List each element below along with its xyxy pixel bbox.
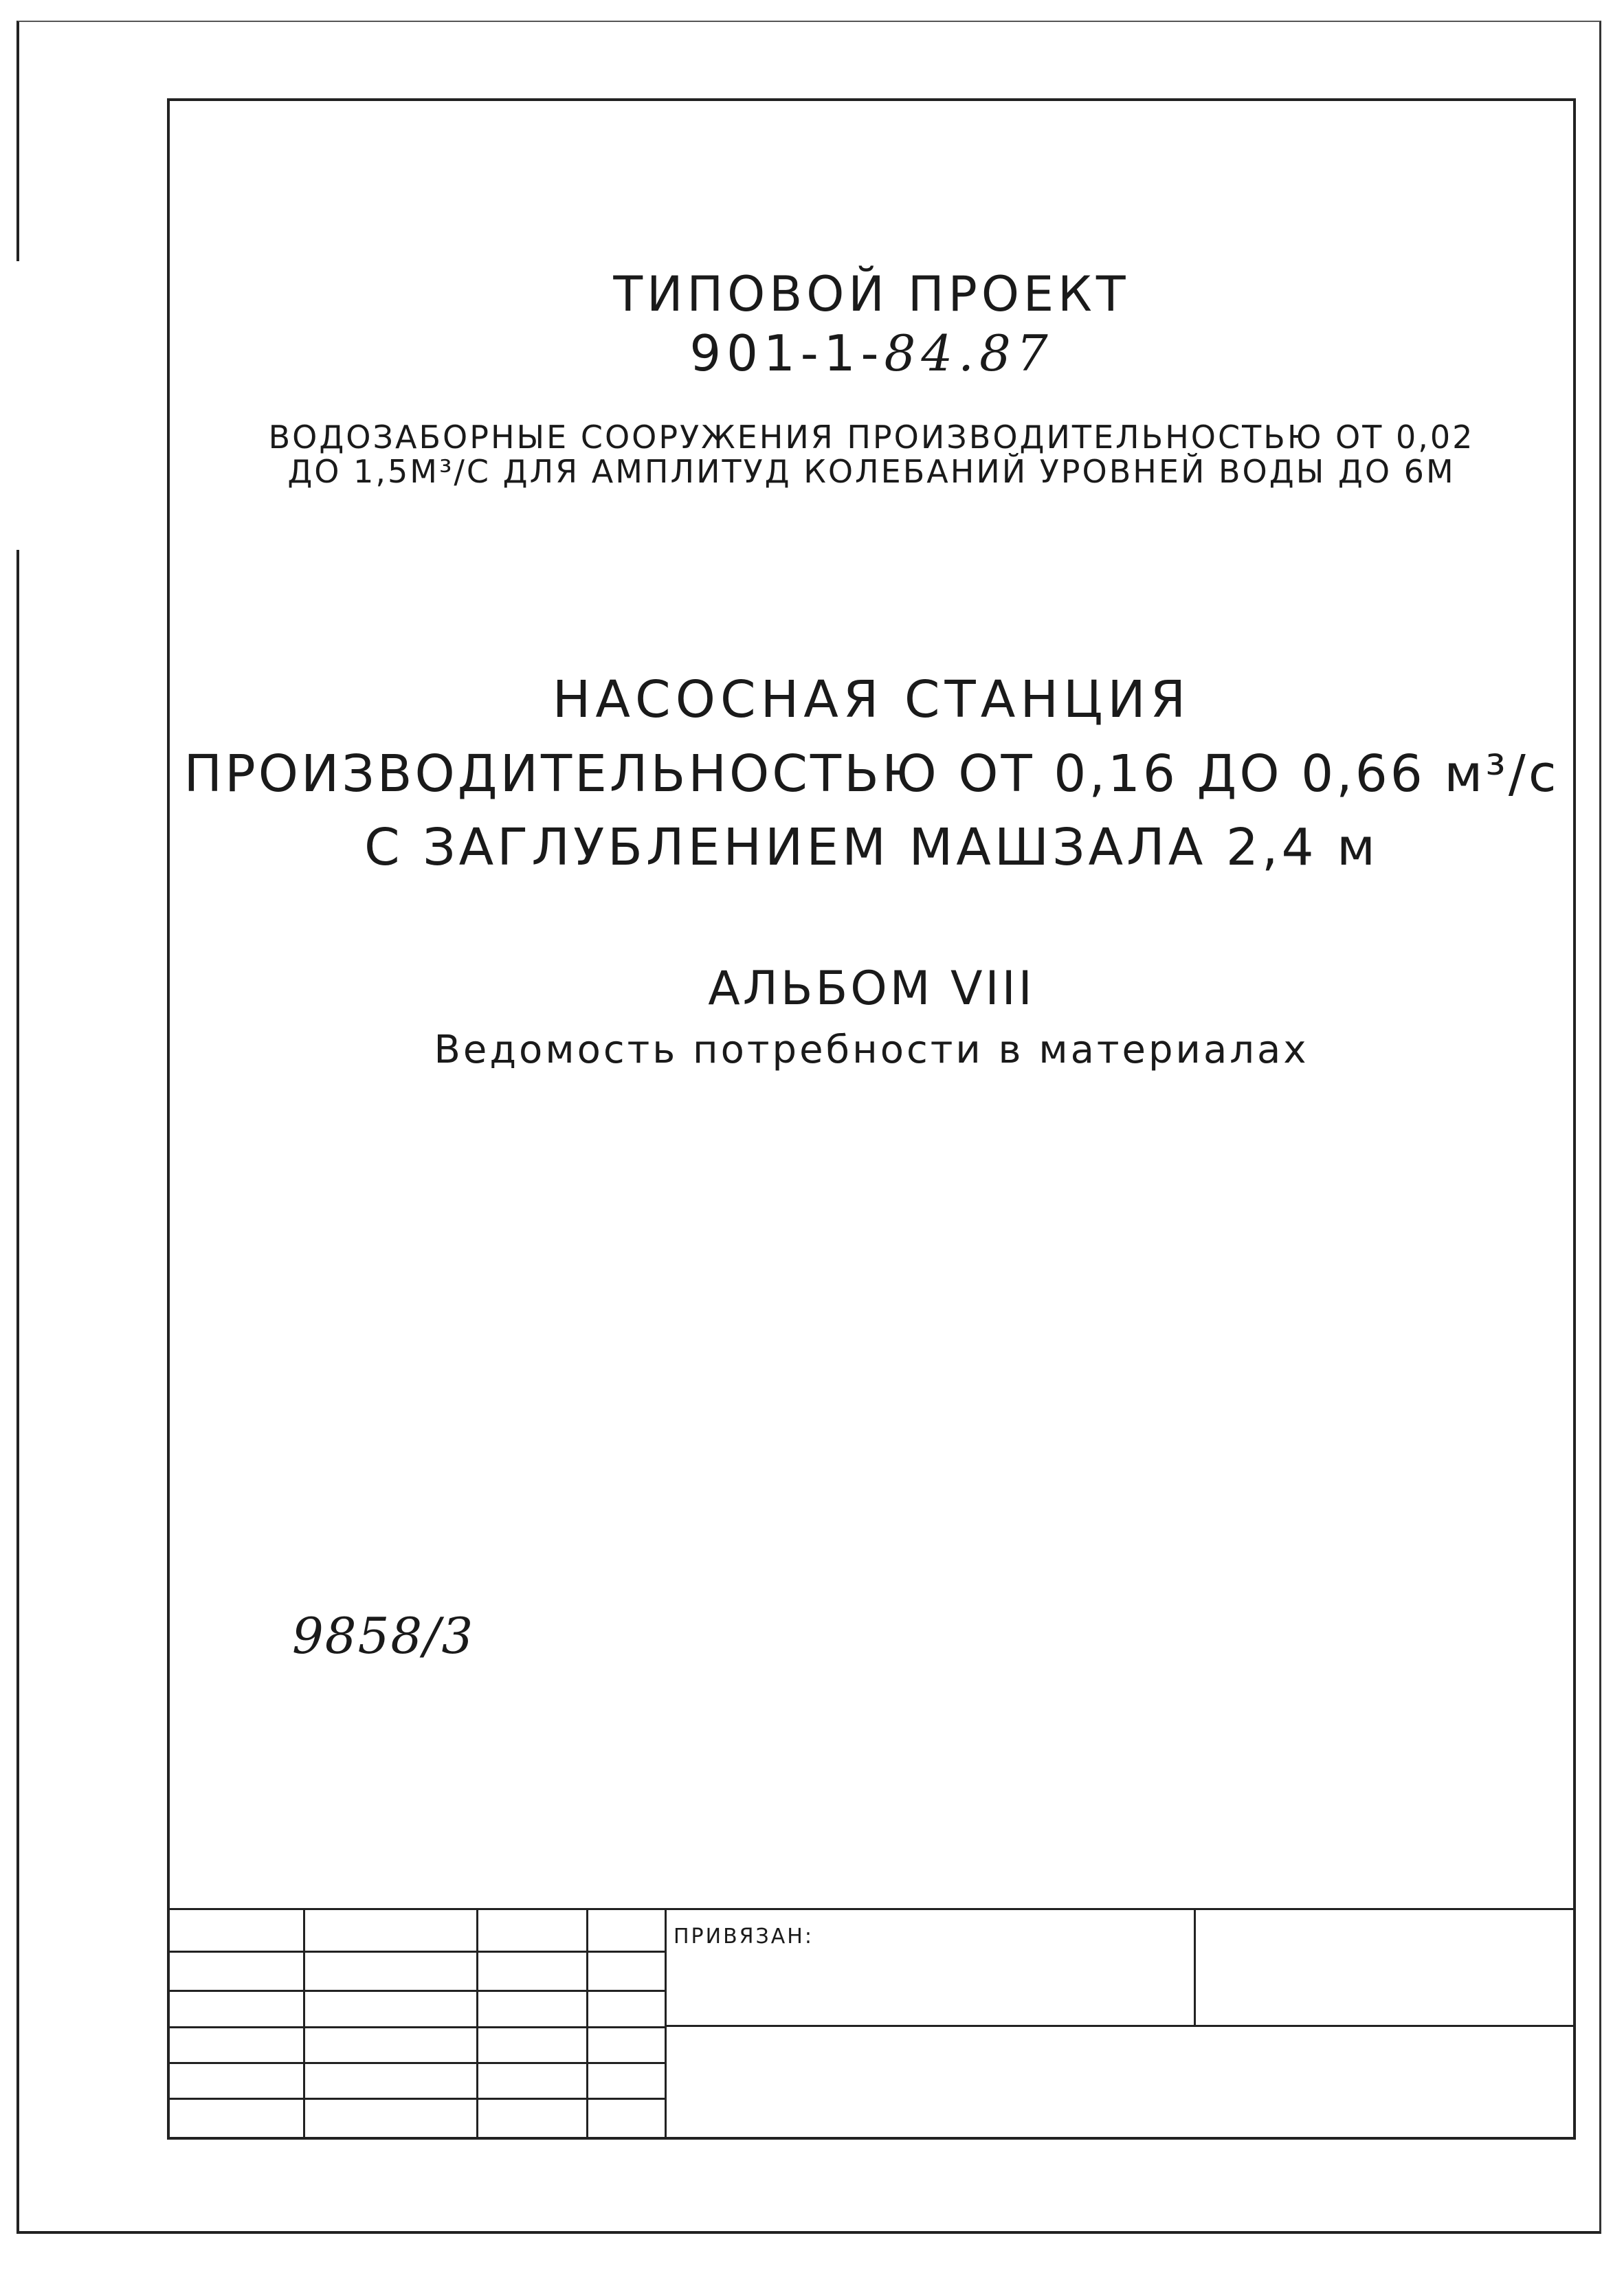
project-label: ТИПОВОЙ ПРОЕКТ (613, 266, 1130, 322)
drawing-frame (167, 98, 1576, 2140)
station-capacity: ПРОИЗВОДИТЕЛЬНОСТЬЮ ОТ 0,16 ДО 0,66 м³/с (183, 744, 1559, 803)
album-title: АЛЬБОМ VIII (708, 962, 1035, 1016)
title-block-row-line (170, 2098, 665, 2100)
album-subtitle: Ведомость потребности в материалах (434, 1028, 1309, 1072)
title-block-column-line (1194, 1908, 1196, 2025)
title-block-column-line (586, 1908, 588, 2137)
title-block-row-line (170, 2026, 665, 2028)
title-block-column-line (665, 1908, 667, 2137)
project-number (170, 324, 1573, 382)
project-number-prefix: 901-1- (689, 324, 885, 382)
subtitle-line-1: ВОДОЗАБОРНЫЕ СООРУЖЕНИЯ ПРОИЗВОДИТЕЛЬНОСТЬЮ ОТ 0,02 (268, 419, 1475, 456)
title-block-column-line (303, 1908, 305, 2137)
station-depth: С ЗАГЛУБЛЕНИЕМ МАШЗАЛА 2,4 м (364, 818, 1379, 877)
title-block-column-line (476, 1908, 478, 2137)
title-block-row-line (170, 1951, 665, 1953)
title-block-row-line (665, 2025, 1573, 2027)
title-block-row-line (170, 2062, 665, 2064)
inventory-number: 9858/3 (292, 1607, 475, 1665)
project-number-suffix: 84.87 (884, 324, 1054, 382)
bound-label: ПРИВЯЗАН: (674, 1925, 814, 1949)
title-block-top-line (170, 1908, 1573, 1910)
station-title: НАСОСНАЯ СТАНЦИЯ (552, 670, 1191, 729)
title-block-row-line (170, 1990, 665, 1992)
binding-gap (14, 261, 22, 550)
subtitle-line-2: ДО 1,5М³/С ДЛЯ АМПЛИТУД КОЛЕБАНИЙ УРОВНЕЙ ВОДЫ ДО 6М (287, 453, 1456, 490)
